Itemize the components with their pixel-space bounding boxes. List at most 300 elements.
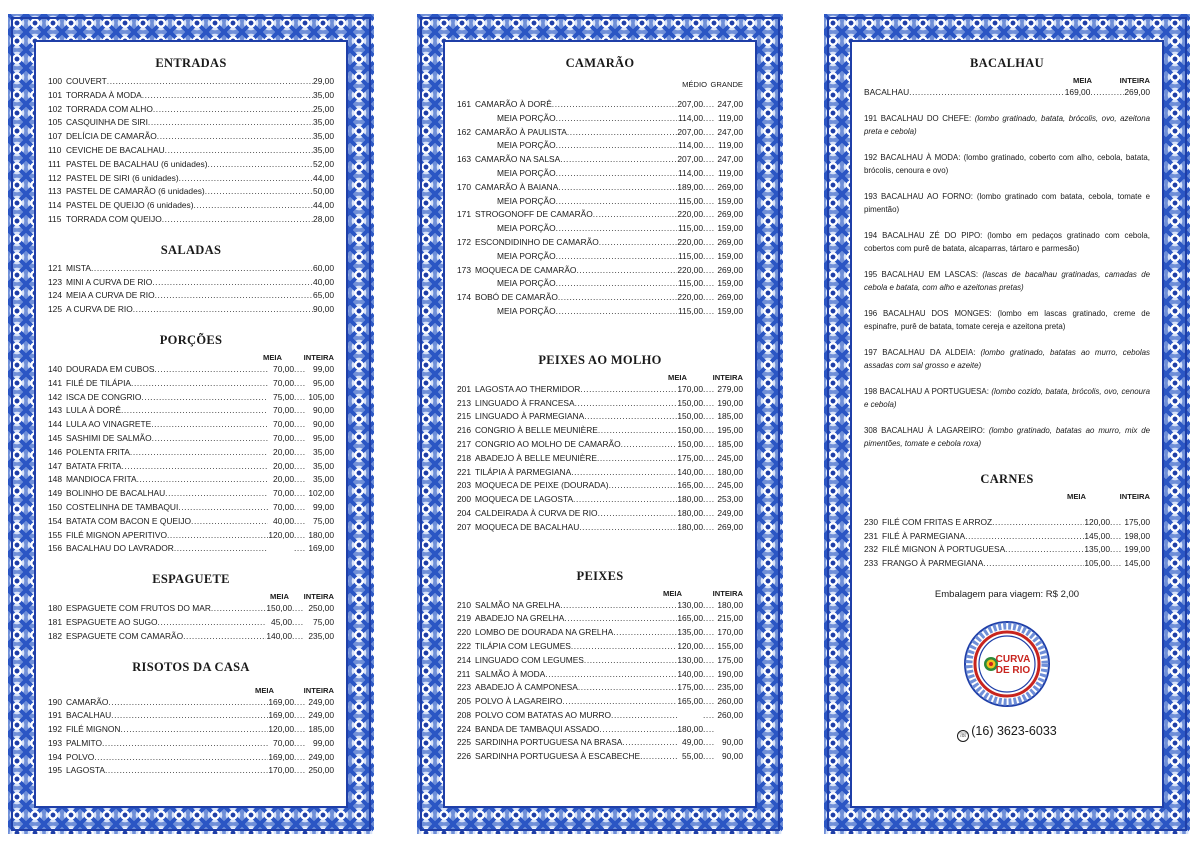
item-name: TORRADA COM ALHO bbox=[66, 103, 153, 114]
price-inteira: 102,00 bbox=[308, 488, 334, 499]
section-title-entradas: ENTRADAS bbox=[155, 56, 227, 70]
item-name: CONGRIO AO MOLHO DE CAMARÃO bbox=[475, 438, 621, 449]
item-name: MEIA PORÇÃO bbox=[497, 112, 556, 123]
table-row bbox=[48, 764, 334, 778]
table-row bbox=[48, 418, 334, 432]
price-meia: 70,00 bbox=[273, 737, 294, 748]
price-meia: 189,00 bbox=[677, 181, 703, 192]
item-code: 203 bbox=[457, 480, 471, 491]
price-inteira: 269,00 bbox=[717, 236, 743, 247]
list-item bbox=[864, 424, 1150, 450]
item-name: ISCA DE CONGRIO bbox=[66, 391, 142, 402]
item-name: ABADEJO NA GRELHA bbox=[475, 613, 565, 624]
price-meia: 140,00 bbox=[677, 466, 703, 477]
item-code: 170 bbox=[457, 181, 471, 192]
item-code: 201 bbox=[457, 383, 471, 394]
price-meia: 165,00 bbox=[677, 613, 703, 624]
item-name: CALDEIRADA À CURVA DE RIO bbox=[475, 507, 598, 518]
price-meia: 135,00 bbox=[1084, 544, 1110, 555]
column-header-meia: MEIA bbox=[263, 352, 282, 362]
column-header-risotos bbox=[48, 685, 334, 696]
item-code: 145 bbox=[48, 432, 62, 443]
item-name: BOBÓ DE CAMARÃO bbox=[475, 292, 558, 303]
item-code: 192 bbox=[48, 724, 62, 735]
table-row bbox=[48, 501, 334, 515]
item-name: CAMARÃO bbox=[66, 696, 109, 707]
item-code: 218 bbox=[457, 452, 471, 463]
item-name: CAMARÃO NA SALSA bbox=[475, 154, 561, 165]
table-row bbox=[48, 404, 334, 418]
table-row bbox=[48, 630, 334, 644]
price-meia: 105,00 bbox=[1084, 558, 1110, 569]
table-row bbox=[457, 98, 743, 112]
column-header-bacalhau bbox=[864, 75, 1150, 86]
item-code: 111 bbox=[48, 158, 61, 169]
item-code: 100 bbox=[48, 76, 62, 86]
price-meia: 150,00 bbox=[677, 438, 703, 449]
item-name: TORRADA COM QUEIJO bbox=[66, 213, 162, 224]
item-name: FILÉ MIGNON À PORTUGUESA bbox=[882, 544, 1006, 555]
item-name: ESPAGUETE AO SUGO bbox=[66, 616, 158, 627]
item-name: BACALHAU bbox=[66, 710, 112, 721]
item-code: 204 bbox=[457, 507, 471, 518]
column-header-porcoes bbox=[48, 352, 334, 363]
table-row bbox=[457, 723, 743, 737]
price-meia: 145,00 bbox=[1084, 530, 1110, 541]
price-meia: 175,00 bbox=[677, 452, 703, 463]
price-meia: 130,00 bbox=[677, 599, 703, 610]
item-code: 173 bbox=[457, 264, 471, 275]
list-bacalhau bbox=[864, 112, 1150, 450]
item-code: 150 bbox=[48, 501, 62, 512]
table-row bbox=[457, 695, 743, 709]
item-name: BOLINHO DE BACALHAU bbox=[66, 488, 166, 499]
list-item bbox=[864, 307, 1150, 333]
price-inteira: 175,00 bbox=[717, 654, 743, 665]
item-name: POLVO À LAGAREIRO bbox=[475, 696, 563, 707]
table-row bbox=[48, 542, 334, 556]
column-header-grande: GRANDE bbox=[710, 80, 743, 89]
price-inteira: 119,00 bbox=[718, 112, 743, 123]
item-description: (lombo em lascas gratinado, creme de espinafre, purê de batata, tomate cereja e azeitona preta) bbox=[864, 308, 1150, 331]
table-row bbox=[48, 289, 334, 303]
item-name: TILÁPIA COM LEGUMES bbox=[475, 640, 571, 651]
table-row bbox=[48, 213, 334, 227]
item-name: MEIA PORÇÃO bbox=[497, 223, 556, 234]
price-meia: 70,00 bbox=[273, 432, 294, 443]
curva-de-rio-logo-icon bbox=[963, 620, 1051, 708]
item-name: MOQUECA DE BACALHAU bbox=[475, 521, 580, 532]
takeaway-note: Embalagem para viagem: R$ 2,00 bbox=[934, 588, 1080, 600]
table-row bbox=[457, 112, 743, 126]
table-row bbox=[48, 276, 334, 290]
item-code: 146 bbox=[48, 446, 62, 457]
item-code: 105 bbox=[48, 117, 62, 128]
table-row bbox=[48, 751, 334, 765]
phone-contact bbox=[864, 724, 1150, 742]
item-code: 140 bbox=[48, 363, 62, 374]
price-inteira: 185,00 bbox=[717, 438, 743, 449]
item-price: 60,00 bbox=[313, 262, 334, 273]
price-inteira: 159,00 bbox=[717, 250, 743, 261]
item-name: CEVICHE DE BACALHAU bbox=[66, 144, 165, 155]
table-row bbox=[457, 438, 743, 452]
item-name: 197 BACALHAU DA ALDEIA: bbox=[864, 347, 976, 357]
item-code: 200 bbox=[457, 494, 471, 505]
item-name: FRANGO À PARMEGIANA bbox=[882, 558, 984, 569]
item-description: (lombo gratinado, coberto com alho, cebola, batata, brócolis, cenoura e ovo) bbox=[864, 152, 1151, 175]
price-inteira: 190,00 bbox=[717, 397, 743, 408]
table-row bbox=[457, 167, 743, 181]
price-inteira: 105,00 bbox=[308, 391, 334, 402]
price-inteira: 159,00 bbox=[717, 223, 743, 234]
column-header-meia: MEIA bbox=[663, 588, 682, 598]
list-item bbox=[864, 190, 1150, 216]
price-meia: 115,00 bbox=[678, 278, 703, 289]
item-code: 210 bbox=[457, 599, 471, 610]
item-name: FILÉ MIGNON APERITIVO bbox=[66, 529, 167, 540]
list-camarao bbox=[457, 98, 743, 319]
item-code: 102 bbox=[48, 103, 62, 114]
price-inteira: 247,00 bbox=[717, 99, 743, 109]
table-row bbox=[48, 529, 334, 543]
table-row bbox=[864, 543, 1150, 557]
item-name: LOMBO DE DOURADA NA GRELHA bbox=[475, 627, 614, 638]
item-name: MEIA PORÇÃO bbox=[497, 250, 556, 261]
item-code: 110 bbox=[48, 144, 62, 155]
item-name: MOQUECA DE LAGOSTA bbox=[475, 494, 574, 505]
item-description: (lombo gratinado com batata, cebola, tomate e pimentão) bbox=[864, 191, 1150, 214]
item-code: 124 bbox=[48, 290, 62, 301]
price-inteira: 269,00 bbox=[717, 521, 743, 532]
list-peixes bbox=[457, 599, 743, 765]
section-title-peixes: PEIXES bbox=[576, 568, 624, 583]
item-code: 155 bbox=[48, 529, 62, 540]
table-row bbox=[457, 493, 743, 507]
price-meia: 55,00 bbox=[682, 751, 703, 762]
price-inteira: 180,00 bbox=[308, 529, 334, 540]
column-header-inteira: INTEIRA bbox=[1119, 491, 1150, 501]
price-meia: 140,00 bbox=[677, 668, 703, 679]
item-code: 174 bbox=[457, 292, 471, 303]
item-code: 115 bbox=[48, 213, 62, 224]
item-name: BACALHAU DO LAVRADOR bbox=[66, 543, 174, 554]
column-header-inteira: INTEIRA bbox=[303, 685, 334, 695]
column-header-inteira: INTEIRA bbox=[712, 588, 743, 598]
item-name: ABADEJO À BELLE MEUNIÈRE bbox=[475, 452, 597, 463]
table-row bbox=[457, 654, 743, 668]
item-code: 194 bbox=[48, 751, 62, 762]
table-row bbox=[48, 460, 334, 474]
table-row bbox=[48, 199, 334, 213]
item-price: 50,00 bbox=[313, 186, 334, 197]
price-inteira: 119,00 bbox=[718, 140, 743, 151]
item-price: 35,00 bbox=[313, 117, 334, 128]
table-row bbox=[48, 377, 334, 391]
table-row bbox=[457, 250, 743, 264]
menu-panel-left bbox=[8, 14, 374, 834]
price-inteira: 215,00 bbox=[717, 613, 743, 624]
table-row bbox=[48, 709, 334, 723]
item-name: MOQUECA DE CAMARÃO bbox=[475, 264, 577, 275]
table-row bbox=[457, 507, 743, 521]
item-price: 44,00 bbox=[313, 200, 334, 211]
table-row bbox=[457, 521, 743, 535]
table-row bbox=[457, 208, 743, 222]
price-inteira: 269,00 bbox=[1124, 87, 1150, 97]
item-name: MANDIOCA FRITA bbox=[66, 474, 137, 485]
section-title-espaguete: ESPAGUETE bbox=[152, 572, 230, 587]
item-name: LULA AO VINAGRETE bbox=[66, 419, 152, 430]
column-header-meia: MEIA bbox=[270, 592, 289, 602]
item-price: 29,00 bbox=[313, 76, 334, 86]
bacalhau-base-row bbox=[864, 86, 1150, 100]
table-row bbox=[48, 89, 334, 103]
price-meia: 114,00 bbox=[678, 112, 703, 123]
price-meia: 49,00 bbox=[682, 737, 703, 748]
section-title-peixes-molho: PEIXES AO MOLHO bbox=[538, 352, 662, 367]
column-header-medio: MÉDIO bbox=[682, 80, 707, 89]
price-meia: 130,00 bbox=[677, 654, 703, 665]
table-row bbox=[457, 397, 743, 411]
price-meia: 70,00 bbox=[273, 405, 294, 416]
price-meia: 207,00 bbox=[677, 154, 703, 165]
price-inteira: 90,00 bbox=[313, 405, 334, 416]
table-row bbox=[457, 305, 743, 319]
item-price: 40,00 bbox=[313, 276, 334, 287]
item-name: SALMÃO NA GRELHA bbox=[475, 599, 561, 610]
phone-number: (16) 3623-6033 bbox=[971, 723, 1057, 738]
item-code: 121 bbox=[48, 262, 62, 273]
column-header-meia: MEIA bbox=[255, 685, 274, 695]
table-row bbox=[48, 103, 334, 117]
table-row bbox=[48, 158, 334, 172]
item-name: MOQUECA DE PEIXE (DOURADA) bbox=[475, 480, 609, 491]
table-row bbox=[457, 236, 743, 250]
price-meia: 180,00 bbox=[677, 494, 703, 505]
price-inteira: 90,00 bbox=[722, 737, 743, 748]
item-price: 52,00 bbox=[313, 158, 334, 169]
table-row bbox=[457, 222, 743, 236]
item-name: ESPAGUETE COM CAMARÃO bbox=[66, 630, 184, 641]
item-code: 141 bbox=[48, 377, 62, 388]
whatsapp-icon: ☏ bbox=[957, 730, 969, 742]
item-code: 231 bbox=[864, 530, 878, 541]
price-inteira: 253,00 bbox=[717, 494, 743, 505]
price-meia: 135,00 bbox=[677, 627, 703, 638]
price-meia: 207,00 bbox=[677, 126, 703, 137]
item-code: 171 bbox=[457, 209, 471, 220]
item-code: 154 bbox=[48, 515, 62, 526]
item-description: (lombo cozido, batata, brócolis, ovo, cenoura e cebola) bbox=[864, 386, 1150, 409]
item-code: 107 bbox=[48, 131, 62, 142]
item-name: 193 BACALHAU AO FORNO: bbox=[864, 191, 973, 201]
table-row bbox=[48, 172, 334, 186]
price-inteira: 159,00 bbox=[717, 278, 743, 289]
item-code: 143 bbox=[48, 405, 62, 416]
price-meia: 150,00 bbox=[266, 603, 292, 614]
price-inteira: 199,00 bbox=[1124, 544, 1150, 555]
column-header-meia: MEIA bbox=[668, 372, 687, 382]
list-porcoes bbox=[48, 363, 334, 556]
item-code: 172 bbox=[457, 236, 471, 247]
item-code: 149 bbox=[48, 488, 62, 499]
item-name: MEIA PORÇÃO bbox=[497, 140, 556, 151]
item-name: LINGUADO À PARMEGIANA bbox=[475, 411, 585, 422]
price-meia: 40,00 bbox=[273, 515, 294, 526]
item-code: 147 bbox=[48, 460, 62, 471]
item-code: 101 bbox=[48, 89, 62, 100]
price-meia: 114,00 bbox=[678, 140, 703, 151]
menu-panel-middle bbox=[417, 14, 783, 834]
price-meia: 220,00 bbox=[677, 236, 703, 247]
item-code: 211 bbox=[457, 668, 471, 679]
price-inteira: 90,00 bbox=[722, 751, 743, 762]
table-row bbox=[457, 479, 743, 493]
price-inteira: 185,00 bbox=[308, 724, 334, 735]
item-code: 113 bbox=[48, 186, 62, 197]
price-meia: 115,00 bbox=[678, 223, 703, 234]
section-title-porcoes: PORÇÕES bbox=[159, 332, 223, 347]
item-name: POLVO bbox=[66, 751, 95, 762]
item-name: MEIA PORÇÃO bbox=[497, 195, 556, 206]
item-name: MEIA PORÇÃO bbox=[497, 305, 556, 316]
price-inteira: 249,00 bbox=[308, 751, 334, 762]
price-inteira: 95,00 bbox=[313, 432, 334, 443]
item-name: LINGUADO À FRANCESA bbox=[475, 397, 575, 408]
price-meia: 150,00 bbox=[677, 425, 703, 436]
item-code: 207 bbox=[457, 521, 471, 532]
item-name: 194 BACALHAU ZÉ DO PIPO: bbox=[864, 230, 983, 240]
price-meia: 70,00 bbox=[273, 501, 294, 512]
item-code: 230 bbox=[864, 516, 878, 527]
table-row bbox=[48, 391, 334, 405]
item-name: CAMARÃO À PAULISTA bbox=[475, 126, 567, 137]
table-row bbox=[48, 303, 334, 317]
item-description: (lombo em pedaços gratinado com cebola, cobertos com purê de batata, alcaparras, tártaro e parmesão) bbox=[864, 230, 1150, 253]
table-row bbox=[48, 262, 334, 276]
price-inteira: 35,00 bbox=[313, 446, 334, 457]
table-row bbox=[457, 291, 743, 305]
panel-content-right bbox=[852, 42, 1162, 806]
table-row bbox=[48, 144, 334, 158]
price-inteira: 245,00 bbox=[717, 480, 743, 491]
item-code: 193 bbox=[48, 737, 62, 748]
table-row bbox=[48, 116, 334, 130]
price-inteira: 245,00 bbox=[717, 452, 743, 463]
list-item bbox=[864, 268, 1150, 294]
price-meia: 20,00 bbox=[273, 446, 294, 457]
item-name: 196 BACALHAU DOS MONGES: bbox=[864, 308, 992, 318]
item-name: CAMARÃO À DORÊ bbox=[475, 99, 552, 109]
item-code: 148 bbox=[48, 474, 62, 485]
section-title-risotos: RISOTOS DA CASA bbox=[132, 659, 250, 674]
item-name: TILÁPIA À PARMEGIANA bbox=[475, 466, 572, 477]
table-row bbox=[457, 452, 743, 466]
price-meia: 207,00 bbox=[677, 99, 703, 109]
item-name: FILÉ DE TILÁPIA bbox=[66, 377, 132, 388]
price-inteira: 159,00 bbox=[717, 305, 743, 316]
price-inteira: 250,00 bbox=[308, 603, 334, 614]
item-name: TORRADA À MODA bbox=[66, 89, 142, 100]
item-name: BANDA DE TAMBAQUI ASSADO bbox=[475, 723, 600, 734]
price-inteira: 169,00 bbox=[308, 543, 334, 554]
table-row bbox=[48, 185, 334, 199]
menu-panel-right bbox=[824, 14, 1190, 834]
item-price: 90,00 bbox=[313, 304, 334, 315]
item-name: COSTELINHA DE TAMBAQUI bbox=[66, 501, 179, 512]
price-meia: 150,00 bbox=[677, 411, 703, 422]
item-code: 222 bbox=[457, 640, 471, 651]
table-row bbox=[457, 181, 743, 195]
price-meia: 120,00 bbox=[677, 640, 703, 651]
price-meia: 115,00 bbox=[678, 305, 703, 316]
column-header-inteira: INTEIRA bbox=[303, 352, 334, 362]
item-name: FILÉ À PARMEGIANA bbox=[882, 530, 966, 541]
item-name: MINI A CURVA DE RIO bbox=[66, 276, 153, 287]
price-meia: 120,00 bbox=[268, 724, 294, 735]
price-inteira: 247,00 bbox=[717, 154, 743, 165]
price-inteira: 119,00 bbox=[718, 167, 743, 178]
item-code: 232 bbox=[864, 544, 878, 555]
table-row bbox=[457, 750, 743, 764]
item-code: 195 bbox=[48, 765, 62, 776]
price-meia: 115,00 bbox=[678, 195, 703, 206]
item-name: ESCONDIDINHO DE CAMARÃO bbox=[475, 236, 599, 247]
item-code: 123 bbox=[48, 276, 62, 287]
item-name: 198 BACALHAU A PORTUGUESA: bbox=[864, 386, 989, 396]
list-espaguete bbox=[48, 602, 334, 643]
item-name: BATATA FRITA bbox=[66, 460, 122, 471]
item-name: BATATA COM BACON E QUEIJO bbox=[66, 515, 192, 526]
table-row bbox=[457, 383, 743, 397]
item-name: PASTEL DE QUEIJO (6 unidades) bbox=[66, 200, 194, 211]
price-meia: 150,00 bbox=[677, 397, 703, 408]
table-row bbox=[457, 668, 743, 682]
column-header-camarao bbox=[457, 79, 743, 90]
price-inteira: 247,00 bbox=[717, 126, 743, 137]
list-peixes-molho bbox=[457, 383, 743, 535]
item-name: SALMÃO À MODA bbox=[475, 668, 546, 679]
item-price: 28,00 bbox=[313, 213, 334, 224]
price-inteira: 198,00 bbox=[1124, 530, 1150, 541]
item-name: SASHIMI DE SALMÃO bbox=[66, 432, 152, 443]
price-meia: 70,00 bbox=[273, 377, 294, 388]
price-inteira: 279,00 bbox=[717, 383, 743, 394]
item-name: LULA À DORÊ bbox=[66, 405, 121, 416]
item-price: 44,00 bbox=[313, 172, 334, 183]
item-code: 223 bbox=[457, 682, 471, 693]
price-inteira: 269,00 bbox=[717, 292, 743, 303]
table-row bbox=[48, 602, 334, 616]
table-row bbox=[457, 139, 743, 153]
section-title-camarao: CAMARÃO bbox=[565, 56, 635, 70]
table-row bbox=[48, 130, 334, 144]
item-code: 216 bbox=[457, 425, 471, 436]
item-name: FILÉ MIGNON bbox=[66, 724, 121, 735]
item-code: 217 bbox=[457, 438, 471, 449]
price-inteira: 180,00 bbox=[717, 599, 743, 610]
table-row bbox=[457, 736, 743, 750]
item-name: PALMITO bbox=[66, 737, 102, 748]
table-row bbox=[48, 432, 334, 446]
table-row bbox=[48, 363, 334, 377]
price-meia: 20,00 bbox=[273, 460, 294, 471]
item-code: 112 bbox=[48, 172, 62, 183]
price-inteira: 190,00 bbox=[717, 668, 743, 679]
item-description: (lombo gratinado, batata, brócolis, ovo, azeitona preta e cebola) bbox=[864, 113, 1150, 136]
list-risotos bbox=[48, 696, 334, 779]
